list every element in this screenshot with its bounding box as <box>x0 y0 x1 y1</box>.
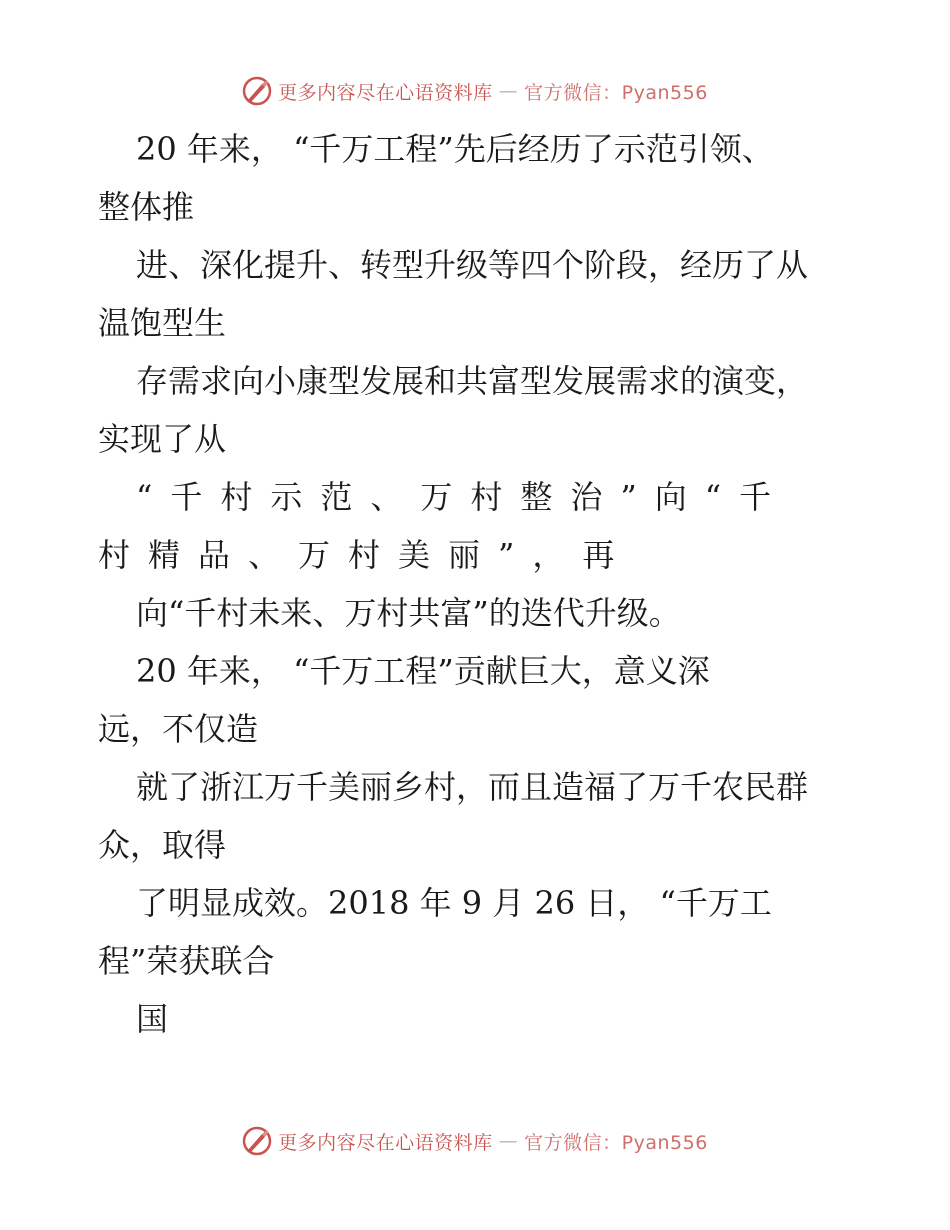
watermark-separator: — <box>498 1130 519 1152</box>
watermark-separator: — <box>498 80 519 102</box>
watermark-contact: 官方微信：Pyan556 <box>524 81 708 104</box>
text-line: “千村示范、万村整治”向“千 <box>136 478 790 516</box>
watermark-contact: 官方微信：Pyan556 <box>524 1131 708 1154</box>
text-line: 进、深化提升、转型升级等四个阶段，经历了从 <box>136 246 809 284</box>
text-line: 国 <box>136 1000 169 1038</box>
text-line: 实现了从 <box>98 420 227 458</box>
quill-pen-logo-icon <box>242 76 272 106</box>
text-line: 向“千村未来、万村共富”的迭代升级。 <box>136 594 681 632</box>
document-body <box>98 120 858 1048</box>
text-line: 存需求向小康型发展和共富型发展需求的演变， <box>136 362 809 400</box>
text-line: 远，不仅造 <box>98 710 259 748</box>
text-line: 整体推 <box>98 188 195 226</box>
watermark-text: 更多内容尽在心语资料库 <box>278 81 493 104</box>
footer-watermark <box>0 1126 950 1156</box>
text-line: 20 年来， “千万工程”先后经历了示范引领、 <box>136 130 774 168</box>
header-watermark <box>0 76 950 106</box>
text-line: 了明显成效。2018 年 9 月 26 日， “千万工 <box>136 884 772 922</box>
text-line: 村精品、万村美丽”，再 <box>98 536 633 574</box>
quill-pen-logo-icon <box>242 1126 272 1156</box>
text-line: 众，取得 <box>98 826 227 864</box>
watermark-text: 更多内容尽在心语资料库 <box>278 1131 493 1154</box>
text-line: 就了浙江万千美丽乡村，而且造福了万千农民群 <box>136 768 809 806</box>
text-line: 20 年来， “千万工程”贡献巨大，意义深 <box>136 652 710 690</box>
text-line: 程”荣获联合 <box>98 942 275 980</box>
text-line: 温饱型生 <box>98 304 227 342</box>
